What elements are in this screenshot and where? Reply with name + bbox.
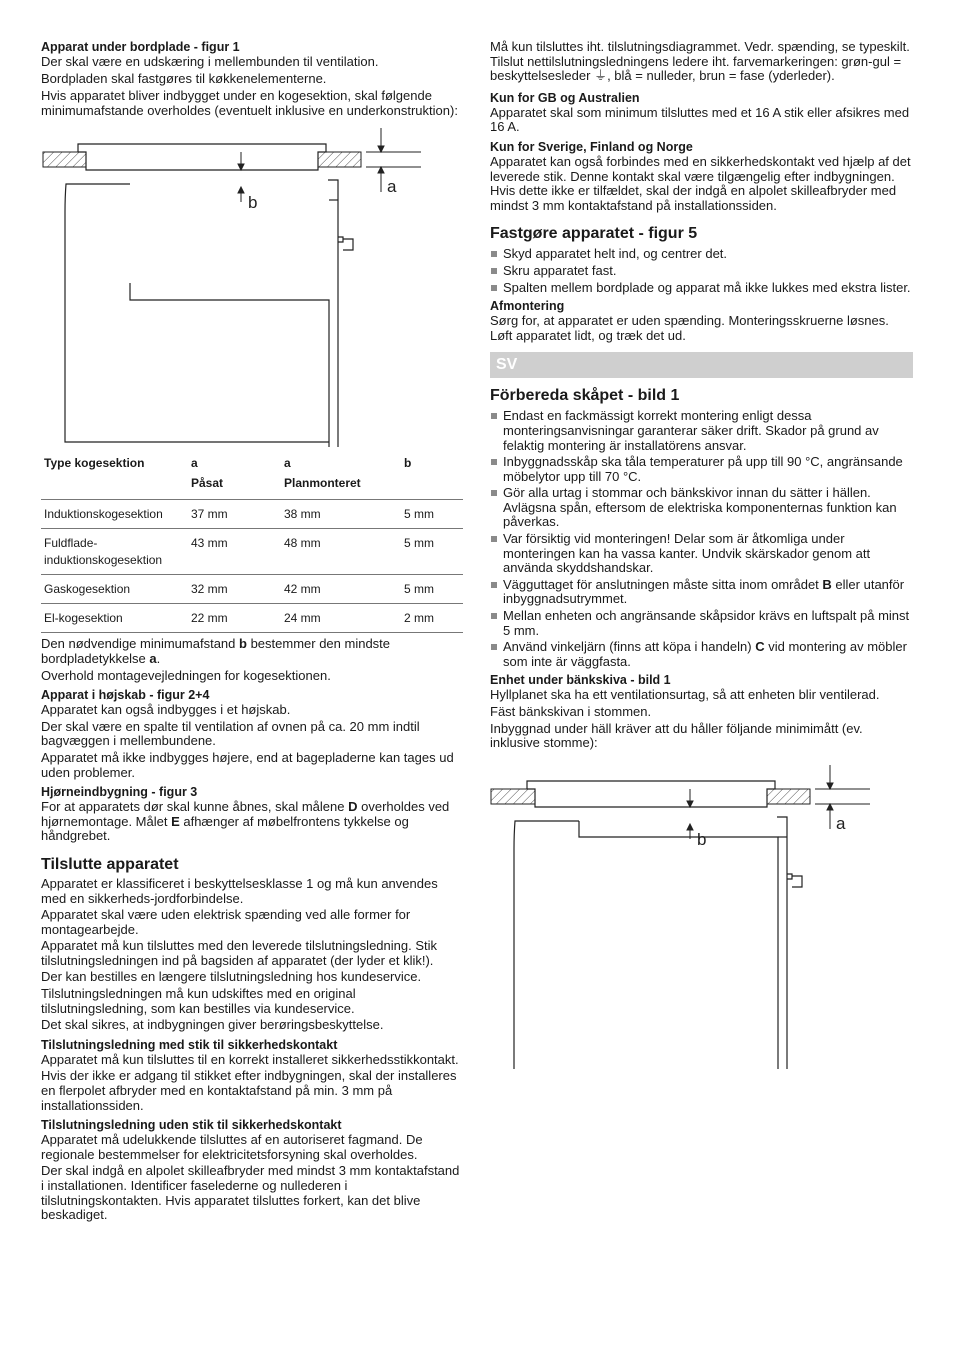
table-header-cell: b: [404, 456, 412, 471]
table-cell: 2 mm: [401, 604, 463, 633]
list-item: Mellan enheten och angränsande skåpsidor krävs en luftspalt på minst 5 mm.: [490, 609, 913, 638]
paragraph: Apparatet må ikke indbygges højere, end at bagepladerne kan tages ud uden problemer.: [41, 749, 454, 780]
right-column: [490, 40, 913, 1069]
list-item: Skru apparatet fast.: [490, 264, 913, 279]
section-title: Apparat under bordplade - figur 1: [41, 40, 240, 54]
paragraph: Apparatet kan også forbindes med en sikkerhedskontakt ved hjælp af det leverede stik. Denne kontakt skal være tilgængelig efter indbygningen. Hvis dette ikke er tilfældet, skal der indgå en alpolet skilleafbryder med mindst 3 mm kontaktafstand på installationssiden.: [490, 153, 911, 213]
paragraph: Der kan bestilles en længere tilslutningsledning hos kundeservice.: [41, 969, 422, 985]
table-row: [41, 500, 463, 529]
language-bar-sv: SV: [490, 352, 913, 378]
table-cell: 37 mm: [188, 500, 281, 529]
list-item: Gör alla urtag i stommar och bänkskivor innan du sätter i hällen. Avlägsna spån, eftersom de elektriska komponenternas funktion kan påverkas.: [490, 486, 913, 530]
table-cell: 32 mm: [188, 575, 281, 604]
section-title: Enhet under bänkskiva - bild 1: [490, 673, 671, 688]
list-item: Vägguttaget för anslutningen måste sitta inom området B eller utanför inbyggnadsutrymmet.: [490, 578, 913, 607]
section-title: Hjørneindbygning - figur 3: [41, 785, 198, 800]
section-heading: Fastgøre apparatet - figur 5: [490, 225, 698, 243]
cooktop: [78, 144, 326, 170]
left-column: [41, 40, 463, 1225]
paragraph: Apparatet må kun tilsluttes med den leverede tilslutningsledning. Stik tilslutningsledningen ind på bagsiden af apparatet (der lyder et klik!).: [41, 938, 437, 968]
paragraph: Hvis apparatet bliver indbygget under en kogesektion, skal følgende minimumafstande overholdes (eventuelt inklusive en underkonstruktion):: [41, 88, 458, 118]
table-cell: 38 mm: [281, 500, 401, 529]
paragraph: Apparatet skal som minimum tilsluttes med et 16 A stik eller afsikres med 16 A.: [490, 104, 910, 135]
bullet-list: [490, 247, 913, 295]
list-item: Inbyggnadsskåp ska tåla temperaturer på upp till 90 °C, angränsande möbelytor upp till 70 °C.: [490, 455, 913, 484]
figure-1-oven-under-worktop: [41, 122, 463, 447]
paragraph: Apparatet skal være uden elektrisk spænding ved alle former for montagearbejde.: [41, 907, 411, 937]
table-cell: 43 mm: [188, 529, 281, 575]
table-row: [41, 575, 463, 604]
section-title: Apparat i højskab - figur 2+4: [41, 688, 210, 703]
table-header-cell: a Påsat: [191, 456, 224, 491]
table-cell: Gaskogesektion: [41, 575, 188, 604]
paragraph: Apparatet må udelukkende tilsluttes af en autoriseret fagmand. De regionale bestemmelser for elektricitetsforsyning skal overholdes.: [41, 1132, 423, 1162]
paragraph: Apparatet er klassificeret i beskyttelsesklasse 1 og må kun anvendes med en sikkerheds-jordforbindelse.: [41, 875, 438, 906]
paragraph: Der skal være en spalte til ventilation af ovnen på ca. 20 mm indtil bagvæggen i mellembundene.: [41, 718, 420, 749]
paragraph: Der skal være en udskæring i mellembunden til ventilation.: [41, 54, 379, 69]
table-cell: 5 mm: [401, 500, 463, 529]
table-cell: 48 mm: [281, 529, 401, 575]
label-a: a: [387, 177, 397, 197]
oven-installation-diagram: [41, 122, 463, 447]
paragraph: Hyllplanet ska ha ett ventilationsurtag, så att enheten blir ventilerad.: [490, 687, 880, 703]
section-heading: Tilslutte apparatet: [41, 855, 179, 873]
paragraph: Overhold montagevejledningen for kogesektionen.: [41, 667, 331, 683]
section-title: Tilslutningsledning uden stik til sikkerhedskontakt: [41, 1118, 342, 1133]
paragraph: Må kun tilsluttes iht. tilslutningsdiagrammet. Vedr. spænding, se typeskilt. Tilslut nettilslutningsledningens ledere iht. farvemarkeringen: grøn-gul = beskyttelsesleder ⏚, blå = nulleder, brun = fase (yderleder).: [490, 39, 910, 85]
paragraph: Tilslutningsledningen må kun udskiftes med en original tilslutningsledning, som kan bestilles via kundeservice.: [41, 986, 356, 1016]
paragraph: Bordpladen skal fastgøres til køkkenelementerne.: [41, 70, 327, 86]
oven-installation-diagram-sv: [490, 759, 913, 1069]
paragraph: Apparatet må kun tilsluttes til en korrekt installeret sikkerhedsstikkontakt.: [41, 1051, 459, 1067]
paragraph: Hvis der ikke er adgang til stikket efter indbygningen, skal der installeres en flerpolet afbryder med en kontaktafstand på min. 3 mm på installationssiden.: [41, 1068, 457, 1113]
label-b: b: [248, 193, 258, 213]
list-item: Var försiktig vid monteringen! Delar som är åtkomliga under monteringen kan ha vassa kanter. Undvik skärskador genom att använda skyddshandskar.: [490, 532, 913, 576]
table-row: [41, 529, 463, 575]
paragraph: Sørg for, at apparatet er uden spænding. Monteringsskruerne løsnes. Løft apparatet lidt, og træk det ud.: [490, 313, 889, 343]
oven-outline: [65, 180, 353, 447]
worktop-right: [765, 789, 810, 804]
worktop-left: [43, 152, 88, 167]
label-a: a: [836, 813, 846, 833]
list-item: Endast en fackmässigt korrekt montering enligt dessa monteringsanvisningar garanterar säker drift. Skador på grund av felaktig montering är installatörens ansvar.: [490, 409, 913, 453]
table-header-cell: Type kogesektion: [44, 456, 145, 471]
worktop-left: [491, 789, 536, 804]
worktop-right: [316, 152, 361, 167]
bullet-list: [490, 409, 913, 669]
section-heading: Förbereda skåpet - bild 1: [490, 387, 680, 405]
section-title: Kun for GB og Australien: [490, 90, 640, 105]
list-item: Skyd apparatet helt ind, og centrer det.: [490, 247, 913, 262]
oven-outline: [514, 817, 802, 1069]
paragraph: Der skal indgå en alpolet skilleafbryder med mindst 3 mm kontaktafstand i installationen. Identificer faselederne og nullederen i tilslutningskontakten. Hvis apparatet tilsluttes forkert, kan det blive beskadiget.: [41, 1163, 460, 1223]
section-title: Kun for Sverige, Finland og Norge: [490, 139, 693, 154]
paragraph: Fäst bänkskivan i stommen.: [490, 704, 652, 719]
ground-icon: ⏚: [594, 69, 608, 85]
table-cell: 5 mm: [401, 575, 463, 604]
table-row: [41, 604, 463, 633]
table-cell: 5 mm: [401, 529, 463, 575]
section-title: Tilslutningsledning med stik til sikkerhedskontakt: [41, 1037, 338, 1052]
list-item: Spalten mellem bordplade og apparat må ikke lukkes med ekstra lister.: [490, 281, 913, 296]
cooktop: [527, 781, 775, 807]
table-cell: 42 mm: [281, 575, 401, 604]
section-title: Afmontering: [490, 299, 565, 314]
table-cell: Induktionskogesektion: [41, 500, 188, 529]
table-header-row: [41, 447, 463, 500]
table-cell: Fuldflade- induktionskogesektion: [41, 529, 188, 575]
paragraph: Det skal sikres, at indbygningen giver berøringsbeskyttelse.: [41, 1017, 384, 1033]
list-item: Använd vinkeljärn (finns att köpa i handeln) C vid montering av möbler som inte är väggfasta.: [490, 640, 913, 669]
paragraph: For at apparatets dør skal kunne åbnes, skal målene D overholdes ved hjørnemontage. Målet E afhænger af møbelfrontens tykkelse og håndgrebet.: [41, 799, 450, 844]
table-cell: 22 mm: [188, 604, 281, 633]
table-cell: 24 mm: [281, 604, 401, 633]
label-b: b: [697, 829, 707, 849]
figure-1-oven-under-worktop-sv: [490, 759, 913, 1069]
paragraph: Den nødvendige minimumafstand b bestemmer den mindste bordpladetykkelse a.: [41, 636, 391, 666]
paragraph: Apparatet kan også indbygges i et højskab.: [41, 702, 291, 718]
paragraph: Inbyggnad under häll kräver att du håller följande minimimått (ev. inklusive stomme):: [490, 720, 863, 751]
cooktop-distance-table: [41, 447, 463, 633]
table-cell: El-kogesektion: [41, 604, 188, 633]
table-header-cell: a Planmonteret: [284, 456, 361, 491]
